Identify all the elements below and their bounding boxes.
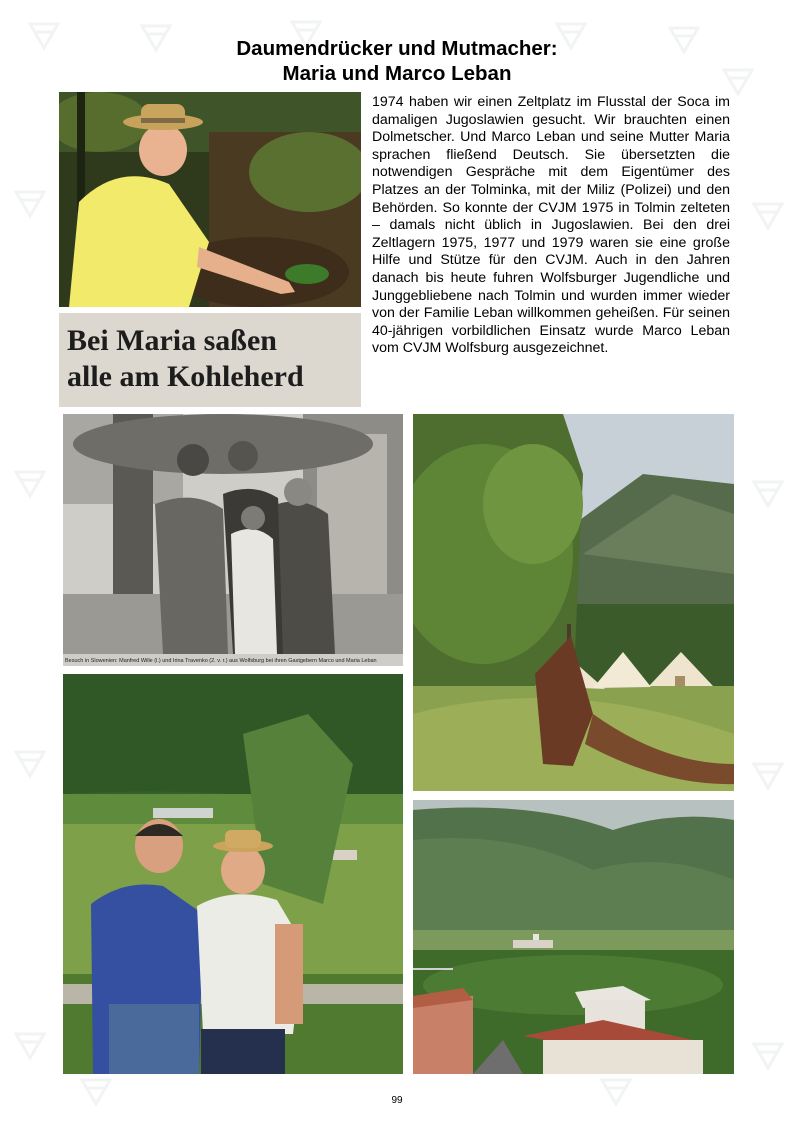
clipping-headline-line-1: Bei Maria saßen [67,324,277,357]
photo-tent-camp-meadow [413,414,734,791]
newspaper-headline-clipping [59,313,361,407]
watermark-logo-icon [14,1030,46,1062]
clipping-headline-line-2: alle am Kohleherd [67,360,304,393]
page-title [150,36,644,86]
title-line-1: Daumendrücker und Mutmacher: [236,37,558,60]
watermark-logo-icon [752,1040,784,1072]
watermark-logo-icon [752,760,784,792]
watermark-logo-icon [14,748,46,780]
watermark-logo-icon [752,200,784,232]
newspaper-photo-family [63,414,403,666]
photo-man-straw-hat-forest [59,92,361,307]
watermark-logo-icon [14,468,46,500]
photo-two-men-valley [63,674,403,1074]
photo-town-mountain-valley [413,800,734,1074]
page-number: 99 [391,1095,403,1106]
watermark-logo-icon [668,24,700,56]
newspaper-photo-caption: Besuch in Slowenien: Manfred Wille (l.) und Irina Travenko (2. v. r.) aus Wolfsburg bei ihren Gastgebern Marco und Maria Leban [65,658,377,664]
title-line-2: Maria und Marco Leban [282,62,512,85]
watermark-logo-icon [14,188,46,220]
watermark-logo-icon [28,20,60,52]
watermark-logo-icon [752,478,784,510]
article-body-text: 1974 haben wir einen Zeltplatz im Flusstal der Soca im damaligen Jugoslawien gesucht. Wir brauchten einen Dolmetscher. Und Marco Leban und seine Mutter Maria sprachen fließend Deutsch. Sie übersetzten die notwendigen Gespräche mit dem Eigentümer des Platzes an der Tolminka, mit der Miliz (Polizei) und den Behörden. So konnte der CVJM 1975 in Tolmin zelteten – damals nicht üblich in Jugoslawien. Bei den drei Zeltlagern 1975, 1977 und 1979 waren sie eine große Hilfe und Stütze für den CVJM. Auch in den Jahren danach bis heute fuhren Wolfsburger Jugendliche und Junggebliebene nach Tolmin und wurden immer wieder von der Familie Leban willkommen geheißen. Für seinen 40-jährigen vorbildlichen Einsatz wurde Marco Leban vom CVJM Wolfsburg ausgezeichnet. [372,94,730,357]
